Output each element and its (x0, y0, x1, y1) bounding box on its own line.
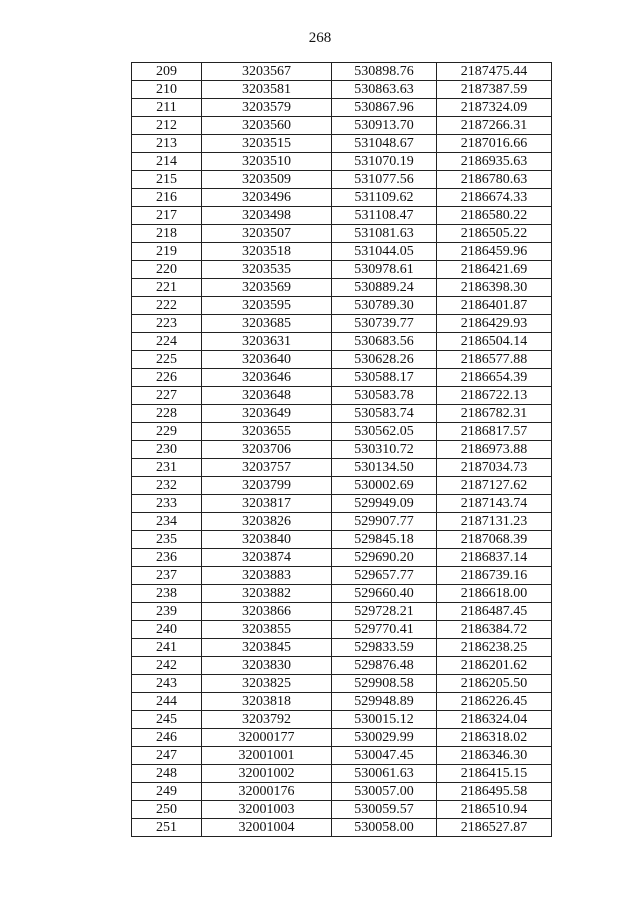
point-id-cell: 3203649 (202, 405, 332, 423)
table-row (132, 657, 552, 675)
y-coordinate-cell: 2186674.33 (437, 189, 552, 207)
point-number-cell: 230 (132, 441, 202, 459)
point-number-cell: 236 (132, 549, 202, 567)
point-number-cell: 219 (132, 243, 202, 261)
point-id-cell: 32001003 (202, 801, 332, 819)
table-row (132, 513, 552, 531)
x-coordinate-cell: 531077.56 (332, 171, 437, 189)
point-id-cell: 3203845 (202, 639, 332, 657)
point-number-cell: 246 (132, 729, 202, 747)
point-number-cell: 222 (132, 297, 202, 315)
point-number-cell: 235 (132, 531, 202, 549)
point-number-cell: 211 (132, 99, 202, 117)
x-coordinate-cell: 529948.89 (332, 693, 437, 711)
x-coordinate-cell: 530889.24 (332, 279, 437, 297)
point-number-cell: 250 (132, 801, 202, 819)
y-coordinate-cell: 2187016.66 (437, 135, 552, 153)
y-coordinate-cell: 2186782.31 (437, 405, 552, 423)
x-coordinate-cell: 530059.57 (332, 801, 437, 819)
x-coordinate-cell: 530978.61 (332, 261, 437, 279)
coordinates-table (131, 62, 552, 837)
point-number-cell: 227 (132, 387, 202, 405)
point-id-cell: 3203579 (202, 99, 332, 117)
point-id-cell: 3203631 (202, 333, 332, 351)
point-id-cell: 3203510 (202, 153, 332, 171)
point-number-cell: 248 (132, 765, 202, 783)
point-number-cell: 231 (132, 459, 202, 477)
point-id-cell: 3203515 (202, 135, 332, 153)
x-coordinate-cell: 529728.21 (332, 603, 437, 621)
x-coordinate-cell: 530789.30 (332, 297, 437, 315)
table-row (132, 225, 552, 243)
x-coordinate-cell: 530583.74 (332, 405, 437, 423)
x-coordinate-cell: 529690.20 (332, 549, 437, 567)
table-row (132, 63, 552, 81)
point-id-cell: 3203882 (202, 585, 332, 603)
point-id-cell: 3203595 (202, 297, 332, 315)
x-coordinate-cell: 530583.78 (332, 387, 437, 405)
table-row (132, 261, 552, 279)
x-coordinate-cell: 530628.26 (332, 351, 437, 369)
point-number-cell: 233 (132, 495, 202, 513)
point-number-cell: 240 (132, 621, 202, 639)
x-coordinate-cell: 530898.76 (332, 63, 437, 81)
x-coordinate-cell: 529770.41 (332, 621, 437, 639)
table-row (132, 189, 552, 207)
table-row (132, 459, 552, 477)
point-number-cell: 229 (132, 423, 202, 441)
y-coordinate-cell: 2186346.30 (437, 747, 552, 765)
y-coordinate-cell: 2186415.15 (437, 765, 552, 783)
x-coordinate-cell: 530029.99 (332, 729, 437, 747)
y-coordinate-cell: 2186205.50 (437, 675, 552, 693)
x-coordinate-cell: 529949.09 (332, 495, 437, 513)
table-row (132, 171, 552, 189)
point-number-cell: 249 (132, 783, 202, 801)
table-row (132, 495, 552, 513)
point-id-cell: 32000176 (202, 783, 332, 801)
point-number-cell: 234 (132, 513, 202, 531)
y-coordinate-cell: 2186618.00 (437, 585, 552, 603)
y-coordinate-cell: 2187475.44 (437, 63, 552, 81)
y-coordinate-cell: 2186654.39 (437, 369, 552, 387)
point-id-cell: 3203507 (202, 225, 332, 243)
x-coordinate-cell: 530015.12 (332, 711, 437, 729)
point-id-cell: 3203818 (202, 693, 332, 711)
x-coordinate-cell: 529876.48 (332, 657, 437, 675)
point-number-cell: 216 (132, 189, 202, 207)
point-id-cell: 3203757 (202, 459, 332, 477)
table-row (132, 387, 552, 405)
table-row (132, 765, 552, 783)
x-coordinate-cell: 531081.63 (332, 225, 437, 243)
y-coordinate-cell: 2186505.22 (437, 225, 552, 243)
x-coordinate-cell: 529833.59 (332, 639, 437, 657)
y-coordinate-cell: 2186580.22 (437, 207, 552, 225)
y-coordinate-cell: 2187324.09 (437, 99, 552, 117)
point-id-cell: 3203830 (202, 657, 332, 675)
y-coordinate-cell: 2186504.14 (437, 333, 552, 351)
x-coordinate-cell: 530057.00 (332, 783, 437, 801)
point-id-cell: 3203706 (202, 441, 332, 459)
y-coordinate-cell: 2186459.96 (437, 243, 552, 261)
point-id-cell: 3203498 (202, 207, 332, 225)
point-id-cell: 3203535 (202, 261, 332, 279)
y-coordinate-cell: 2186577.88 (437, 351, 552, 369)
point-id-cell: 3203518 (202, 243, 332, 261)
point-number-cell: 245 (132, 711, 202, 729)
table-row (132, 747, 552, 765)
table-row (132, 801, 552, 819)
point-number-cell: 238 (132, 585, 202, 603)
table-row (132, 351, 552, 369)
x-coordinate-cell: 531108.47 (332, 207, 437, 225)
x-coordinate-cell: 530047.45 (332, 747, 437, 765)
point-id-cell: 3203883 (202, 567, 332, 585)
point-number-cell: 215 (132, 171, 202, 189)
y-coordinate-cell: 2186324.04 (437, 711, 552, 729)
point-number-cell: 239 (132, 603, 202, 621)
point-number-cell: 242 (132, 657, 202, 675)
table-row (132, 783, 552, 801)
point-number-cell: 218 (132, 225, 202, 243)
table-row (132, 315, 552, 333)
point-number-cell: 244 (132, 693, 202, 711)
point-number-cell: 225 (132, 351, 202, 369)
y-coordinate-cell: 2186722.13 (437, 387, 552, 405)
point-id-cell: 32001004 (202, 819, 332, 837)
x-coordinate-cell: 529845.18 (332, 531, 437, 549)
point-id-cell: 3203866 (202, 603, 332, 621)
x-coordinate-cell: 531044.05 (332, 243, 437, 261)
point-id-cell: 3203840 (202, 531, 332, 549)
y-coordinate-cell: 2187266.31 (437, 117, 552, 135)
y-coordinate-cell: 2186226.45 (437, 693, 552, 711)
y-coordinate-cell: 2187034.73 (437, 459, 552, 477)
y-coordinate-cell: 2186739.16 (437, 567, 552, 585)
point-id-cell: 3203640 (202, 351, 332, 369)
y-coordinate-cell: 2186837.14 (437, 549, 552, 567)
y-coordinate-cell: 2186780.63 (437, 171, 552, 189)
x-coordinate-cell: 530867.96 (332, 99, 437, 117)
y-coordinate-cell: 2186398.30 (437, 279, 552, 297)
point-id-cell: 3203655 (202, 423, 332, 441)
table-row (132, 711, 552, 729)
y-coordinate-cell: 2187131.23 (437, 513, 552, 531)
table-row (132, 441, 552, 459)
y-coordinate-cell: 2187143.74 (437, 495, 552, 513)
y-coordinate-cell: 2187068.39 (437, 531, 552, 549)
point-number-cell: 210 (132, 81, 202, 99)
x-coordinate-cell: 530002.69 (332, 477, 437, 495)
point-number-cell: 220 (132, 261, 202, 279)
point-id-cell: 3203825 (202, 675, 332, 693)
y-coordinate-cell: 2186527.87 (437, 819, 552, 837)
x-coordinate-cell: 530863.63 (332, 81, 437, 99)
x-coordinate-cell: 529657.77 (332, 567, 437, 585)
x-coordinate-cell: 529907.77 (332, 513, 437, 531)
point-id-cell: 3203509 (202, 171, 332, 189)
table-row (132, 207, 552, 225)
y-coordinate-cell: 2186238.25 (437, 639, 552, 657)
table-row (132, 549, 552, 567)
table-row (132, 135, 552, 153)
point-id-cell: 3203855 (202, 621, 332, 639)
table-row (132, 567, 552, 585)
y-coordinate-cell: 2186401.87 (437, 297, 552, 315)
y-coordinate-cell: 2186201.62 (437, 657, 552, 675)
coordinates-table-body (132, 63, 552, 837)
point-number-cell: 228 (132, 405, 202, 423)
point-id-cell: 3203496 (202, 189, 332, 207)
table-row (132, 477, 552, 495)
table-row (132, 153, 552, 171)
x-coordinate-cell: 529908.58 (332, 675, 437, 693)
point-number-cell: 217 (132, 207, 202, 225)
x-coordinate-cell: 530739.77 (332, 315, 437, 333)
y-coordinate-cell: 2187127.62 (437, 477, 552, 495)
point-id-cell: 3203799 (202, 477, 332, 495)
point-id-cell: 32000177 (202, 729, 332, 747)
point-id-cell: 3203817 (202, 495, 332, 513)
x-coordinate-cell: 530058.00 (332, 819, 437, 837)
table-row (132, 603, 552, 621)
x-coordinate-cell: 531109.62 (332, 189, 437, 207)
table-row (132, 585, 552, 603)
point-number-cell: 212 (132, 117, 202, 135)
point-id-cell: 3203648 (202, 387, 332, 405)
point-id-cell: 3203581 (202, 81, 332, 99)
x-coordinate-cell: 530588.17 (332, 369, 437, 387)
table-row (132, 117, 552, 135)
table-row (132, 279, 552, 297)
table-row (132, 729, 552, 747)
point-number-cell: 209 (132, 63, 202, 81)
table-row (132, 675, 552, 693)
y-coordinate-cell: 2186487.45 (437, 603, 552, 621)
point-number-cell: 223 (132, 315, 202, 333)
table-row (132, 639, 552, 657)
y-coordinate-cell: 2186495.58 (437, 783, 552, 801)
table-row (132, 423, 552, 441)
point-number-cell: 213 (132, 135, 202, 153)
x-coordinate-cell: 530683.56 (332, 333, 437, 351)
table-row (132, 405, 552, 423)
point-id-cell: 3203560 (202, 117, 332, 135)
table-row (132, 693, 552, 711)
point-number-cell: 251 (132, 819, 202, 837)
point-number-cell: 226 (132, 369, 202, 387)
y-coordinate-cell: 2186510.94 (437, 801, 552, 819)
point-number-cell: 232 (132, 477, 202, 495)
point-number-cell: 247 (132, 747, 202, 765)
x-coordinate-cell: 530134.50 (332, 459, 437, 477)
point-number-cell: 243 (132, 675, 202, 693)
x-coordinate-cell: 530562.05 (332, 423, 437, 441)
table-row (132, 297, 552, 315)
page-number: 268 (308, 30, 332, 46)
point-id-cell: 3203826 (202, 513, 332, 531)
point-id-cell: 3203874 (202, 549, 332, 567)
x-coordinate-cell: 530913.70 (332, 117, 437, 135)
point-number-cell: 214 (132, 153, 202, 171)
table-row (132, 99, 552, 117)
table-row (132, 531, 552, 549)
point-id-cell: 32001002 (202, 765, 332, 783)
point-id-cell: 3203792 (202, 711, 332, 729)
point-number-cell: 241 (132, 639, 202, 657)
table-row (132, 243, 552, 261)
point-number-cell: 237 (132, 567, 202, 585)
y-coordinate-cell: 2186817.57 (437, 423, 552, 441)
x-coordinate-cell: 531048.67 (332, 135, 437, 153)
y-coordinate-cell: 2186973.88 (437, 441, 552, 459)
table-row (132, 81, 552, 99)
point-number-cell: 221 (132, 279, 202, 297)
x-coordinate-cell: 529660.40 (332, 585, 437, 603)
point-number-cell: 224 (132, 333, 202, 351)
x-coordinate-cell: 531070.19 (332, 153, 437, 171)
point-id-cell: 3203646 (202, 369, 332, 387)
point-id-cell: 32001001 (202, 747, 332, 765)
point-id-cell: 3203567 (202, 63, 332, 81)
point-id-cell: 3203685 (202, 315, 332, 333)
table-row (132, 369, 552, 387)
table-row (132, 621, 552, 639)
y-coordinate-cell: 2186384.72 (437, 621, 552, 639)
y-coordinate-cell: 2187387.59 (437, 81, 552, 99)
y-coordinate-cell: 2186429.93 (437, 315, 552, 333)
x-coordinate-cell: 530310.72 (332, 441, 437, 459)
y-coordinate-cell: 2186935.63 (437, 153, 552, 171)
y-coordinate-cell: 2186421.69 (437, 261, 552, 279)
table-row (132, 333, 552, 351)
point-id-cell: 3203569 (202, 279, 332, 297)
y-coordinate-cell: 2186318.02 (437, 729, 552, 747)
table-row (132, 819, 552, 837)
x-coordinate-cell: 530061.63 (332, 765, 437, 783)
